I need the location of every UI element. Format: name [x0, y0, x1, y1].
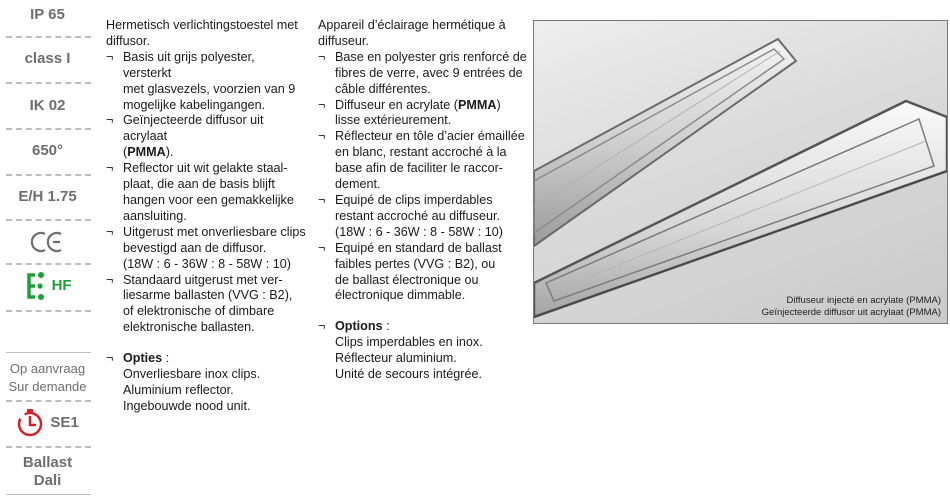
hf-badge	[4, 271, 91, 305]
item-line: Equipé en standard de ballast	[335, 240, 502, 255]
item-line: dement.	[335, 177, 381, 192]
bullet: ¬	[318, 129, 326, 144]
item-line: lisse extérieurement.	[335, 113, 452, 128]
timer-icon	[16, 408, 46, 438]
option-line: Unité de secours intégrée.	[335, 367, 483, 382]
list-item	[318, 241, 530, 305]
item-line: câble différentes.	[335, 81, 431, 96]
product-photo	[533, 20, 948, 324]
item-line: of elektronische of dimbare	[123, 304, 275, 319]
item-line: en blanc, restant accroché à la	[335, 145, 507, 160]
divider	[6, 263, 91, 265]
se1-label: SE1	[50, 414, 79, 431]
ce-mark-icon	[4, 226, 91, 258]
list-item	[106, 273, 306, 337]
eh-value: E/H 1.75	[18, 188, 77, 205]
options-heading: Options :	[335, 319, 390, 334]
item-line: (PMMA).	[123, 145, 174, 160]
divider	[6, 174, 91, 176]
bullet: ¬	[106, 272, 114, 287]
option-line: Réflecteur aluminium.	[335, 351, 457, 366]
on-request-fr: Sur demande	[8, 379, 87, 394]
bullet: ¬	[318, 319, 326, 334]
ballast-label: Ballast	[22, 454, 73, 471]
item-line: aansluiting.	[123, 208, 187, 223]
intro-line: Hermetisch verlichtingstoestel met	[106, 18, 298, 32]
item-line: fibres de verre, avec 9 entrées de	[335, 65, 523, 80]
option-line: Clips imperdables en inox.	[335, 335, 483, 350]
item-line: Reflector uit wit gelakte staal-	[123, 161, 288, 176]
caption-nl: Geïnjecteerde diffusor uit acrylaat (PMMA)	[761, 307, 941, 318]
list-item	[318, 98, 530, 130]
list-item	[318, 193, 530, 241]
hf-label: HF	[51, 277, 72, 294]
photo-caption	[762, 295, 941, 319]
protection-class: class I	[24, 50, 71, 67]
item-line: Réflecteur en tôle d’acier émaillée	[335, 129, 525, 144]
bullet: ¬	[318, 192, 326, 207]
item-line: Base en polyester gris renforcé de	[335, 49, 527, 64]
item-line: met glasvezels, voorzien van 9	[123, 81, 296, 96]
item-line: restant accroché au diffuseur.	[335, 208, 500, 223]
list-item	[318, 129, 530, 193]
pmma-label: PMMA	[127, 145, 166, 160]
list-item	[106, 113, 306, 161]
item-line: plaat, die aan de basis blijft	[123, 177, 275, 192]
options-heading: Opties :	[123, 351, 170, 366]
divider	[6, 400, 91, 402]
intro-line: Appareil d’éclairage hermétique à	[318, 18, 506, 32]
item-line: hangen voor een gemakkelijke	[123, 192, 294, 207]
item-line: elektronische ballasten.	[123, 320, 255, 335]
bullet: ¬	[318, 240, 326, 255]
item-line: Diffuseur en acrylate (PMMA)	[335, 97, 501, 112]
glow-wire-temp: 650°	[31, 142, 64, 159]
list-item	[106, 50, 306, 114]
item-line: mogelijke kabelingangen.	[123, 97, 266, 112]
se1-badge	[4, 408, 91, 438]
item-line: faibles pertes (VVG : B2), ou	[335, 256, 496, 271]
caption-fr: Diffuseur injecté en acrylate (PMMA)	[786, 295, 941, 306]
item-line: électronique dimmable.	[335, 288, 466, 303]
bullet: ¬	[106, 351, 114, 366]
list-item	[106, 161, 306, 225]
description-fr	[318, 18, 530, 383]
spec-sidebar	[4, 0, 91, 497]
item-line: base afin de faciliter le raccor-	[335, 161, 503, 176]
options-block	[318, 319, 530, 383]
ik-rating: IK 02	[29, 97, 66, 114]
pmma-label: PMMA	[457, 97, 497, 112]
options-block	[106, 351, 306, 415]
bullet: ¬	[106, 113, 114, 128]
divider	[6, 446, 91, 448]
item-line: Geïnjecteerde diffusor uit acrylaat	[123, 113, 264, 144]
option-line: Ingebouwde nood unit.	[123, 398, 251, 413]
item-line: Standaard uitgerust met ver-	[123, 272, 283, 287]
bullet: ¬	[106, 161, 114, 176]
ip-rating: IP 65	[30, 6, 65, 23]
bullet: ¬	[106, 49, 114, 64]
intro-line: diffuseur.	[318, 33, 369, 48]
item-line: Uitgerust met onverliesbare clips	[123, 224, 306, 239]
dali-label: Dali	[33, 472, 62, 489]
divider	[6, 36, 91, 38]
divider	[6, 494, 91, 495]
divider	[6, 82, 91, 84]
item-line: liesarme ballasten (VVG : B2),	[123, 288, 293, 303]
item-line: Equipé de clips imperdables	[335, 192, 493, 207]
divider	[6, 352, 91, 353]
intro-line: diffusor.	[106, 33, 150, 48]
bullet: ¬	[318, 97, 326, 112]
item-line: (18W : 6 - 36W : 8 - 58W : 10)	[123, 256, 291, 271]
option-line: Onverliesbare inox clips.	[123, 367, 261, 382]
divider	[6, 219, 91, 221]
on-request-nl: Op aanvraag	[9, 361, 86, 376]
item-line: (18W : 6 - 36W : 8 - 58W : 10)	[335, 224, 503, 239]
item-line: bevestigd aan de diffusor.	[123, 240, 267, 255]
divider	[6, 310, 91, 312]
list-item	[318, 50, 530, 98]
luminaire-illustration	[534, 21, 947, 323]
divider	[6, 128, 91, 130]
ballast-hf-icon	[23, 271, 47, 301]
description-nl	[106, 18, 306, 415]
list-item	[106, 225, 306, 273]
item-line: de ballast électronique ou	[335, 272, 479, 287]
item-line: Basis uit grijs polyester, versterkt	[123, 49, 255, 80]
bullet: ¬	[318, 49, 326, 64]
bullet: ¬	[106, 224, 114, 239]
option-line: Aluminium reflector.	[123, 382, 234, 397]
